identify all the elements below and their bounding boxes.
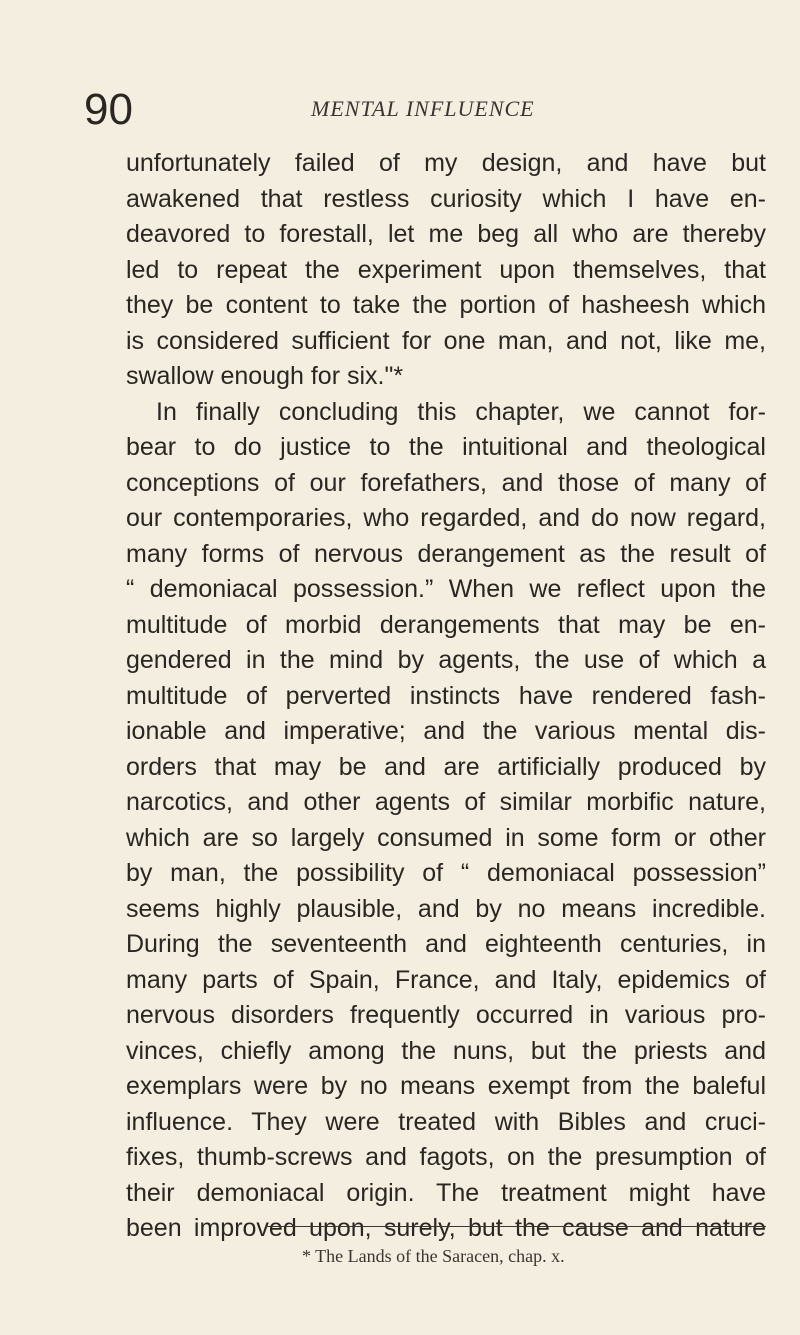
text-line: multitude of morbid derangements that may be en-	[126, 610, 766, 639]
text-line: deavored to forestall, let me beg all who are thereby	[126, 220, 766, 248]
text-line: by man, the possibility of “ demoniacal possession”	[126, 859, 766, 887]
text-line: multitude of perverted instincts have rendered fash-	[126, 681, 766, 710]
text-line: exemplars were by no means exempt from the baleful	[126, 1072, 766, 1100]
text-line: their demoniacal origin. The treatment might have	[126, 1178, 766, 1207]
text-line: unfortunately failed of my design, and have but	[126, 149, 766, 177]
footnote-divider	[266, 1226, 766, 1227]
body-text	[126, 146, 766, 1247]
text-line: nervous disorders frequently occurred in various pro-	[126, 1001, 766, 1029]
text-line: influence. They were treated with Bibles and cruci-	[126, 1107, 766, 1136]
text-line: awakened that restless curiosity which I have en-	[126, 184, 766, 213]
text-line: swallow enough for six."*	[126, 362, 404, 390]
text-line: is considered sufficient for one man, and not, like me,	[126, 326, 766, 355]
text-line: led to repeat the experiment upon themselves, that	[126, 255, 766, 284]
text-line: In finally concluding this chapter, we cannot for-	[156, 397, 766, 426]
text-line: which are so largely consumed in some form or other	[126, 823, 766, 852]
text-line: narcotics, and other agents of similar morbific nature,	[126, 788, 766, 816]
text-line: “ demoniacal possession.” When we reflect upon the	[126, 575, 766, 603]
text-line: they be content to take the portion of hasheesh which	[126, 291, 766, 319]
text-line: bear to do justice to the intuitional and theological	[126, 433, 766, 461]
running-head: MENTAL INFLUENCE	[311, 96, 535, 121]
text-line: fixes, thumb-screws and fagots, on the presumption of	[126, 1143, 766, 1171]
footnote: * The Lands of the Saracen, chap. x.	[302, 1246, 565, 1266]
text-line: gendered in the mind by agents, the use of which a	[126, 646, 766, 674]
text-line: seems highly plausible, and by no means incredible.	[126, 894, 766, 923]
text-line: During the seventeenth and eighteenth centuries, in	[126, 930, 766, 958]
text-line: been improved upon, surely, but the cause and nature	[126, 1214, 766, 1242]
text-line: many parts of Spain, France, and Italy, epidemics of	[126, 965, 766, 994]
text-line: ionable and imperative; and the various mental dis-	[126, 717, 766, 745]
text-line: conceptions of our forefathers, and those of many of	[126, 468, 766, 497]
text-line: many forms of nervous derangement as the result of	[126, 539, 766, 568]
text-line: our contemporaries, who regarded, and do now regard,	[126, 504, 766, 532]
page-number: 90	[84, 85, 133, 134]
text-line: orders that may be and are artificially produced by	[126, 752, 766, 781]
text-line: vinces, chiefly among the nuns, but the priests and	[126, 1036, 766, 1065]
